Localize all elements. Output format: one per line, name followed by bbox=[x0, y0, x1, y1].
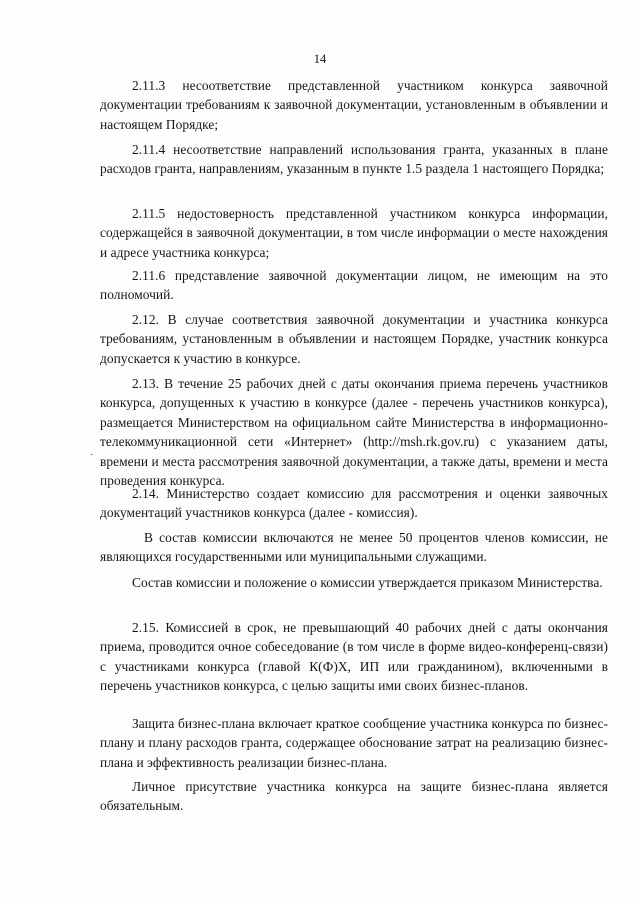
paragraph-2-11-5: 2.11.5 недостоверность представленной участником конкурса информации, содержащейся в заявочной документации, в том числе информации о месте нахождения и адресе участника конкурса; bbox=[100, 206, 608, 260]
paragraph-commission-composition: В состав комиссии включаются не менее 50 процентов членов комиссии, не являющихся государственными или муниципальными служащими. bbox=[100, 530, 608, 565]
paragraph-2-11-6: 2.11.6 представление заявочной документации лицом, не имеющим на это полномочий. bbox=[100, 268, 608, 303]
margin-dash-mark: - bbox=[90, 449, 94, 460]
paragraph-2-12: 2.12. В случае соответствия заявочной документации и участника конкурса требованиям, установленным в объявлении и настоящем Порядке, участник конкурса допускается к участию в конкурсе. bbox=[100, 312, 608, 366]
paragraph-2-14: 2.14. Министерство создает комиссию для рассмотрения и оценки заявочных документаций участников конкурса (далее - комиссия). bbox=[100, 486, 608, 521]
paragraph-2-11-4: 2.11.4 несоответствие направлений использования гранта, указанных в плане расходов гранта, направлениям, указанным в пункте 1.5 раздела 1 настоящего Порядка; bbox=[100, 142, 608, 177]
paragraph-commission-approval: Состав комиссии и положение о комиссии утверждается приказом Министерства. bbox=[132, 575, 603, 590]
paragraph-2-15: 2.15. Комиссией в срок, не превышающий 40 рабочих дней с даты окончания приема, проводится очное собеседование (в том числе в форме видео-конференц-связи) с участниками конкурса (главой К(Ф)Х, ИП или гражданином), включенными в перечень участников конкурса, с целью защиты ими своих бизнес-планов. bbox=[100, 620, 608, 694]
paragraph-2-11-3: 2.11.3 несоответствие представленной участником конкурса заявочной документации требованиям к заявочной документации, установленным в объявлении и настоящем Порядке; bbox=[100, 78, 608, 132]
paragraph-personal-presence: Личное присутствие участника конкурса на защите бизнес-плана является обязательным. bbox=[100, 779, 608, 814]
page-number: 14 bbox=[313, 52, 327, 66]
paragraph-2-13: 2.13. В течение 25 рабочих дней с даты окончания приема перечень участников конкурса, допущенных к участию в конкурсе (далее - перечень участников конкурса), размещается Министерством на официальном сайте Министерства в информационно-телекоммуникационной сети «Интернет» (http://msh.rk.gov.ru) с указанием даты, времени и места рассмотрения заявочной документации, а также даты, времени и места проведения конкурса. bbox=[100, 376, 608, 489]
paragraph-business-plan-defense: Защита бизнес-плана включает краткое сообщение участника конкурса по бизнес-плану и плану расходов гранта, содержащее обоснование затрат на реализацию бизнес-плана и эффективность реализации бизнес-плана. bbox=[100, 716, 608, 770]
